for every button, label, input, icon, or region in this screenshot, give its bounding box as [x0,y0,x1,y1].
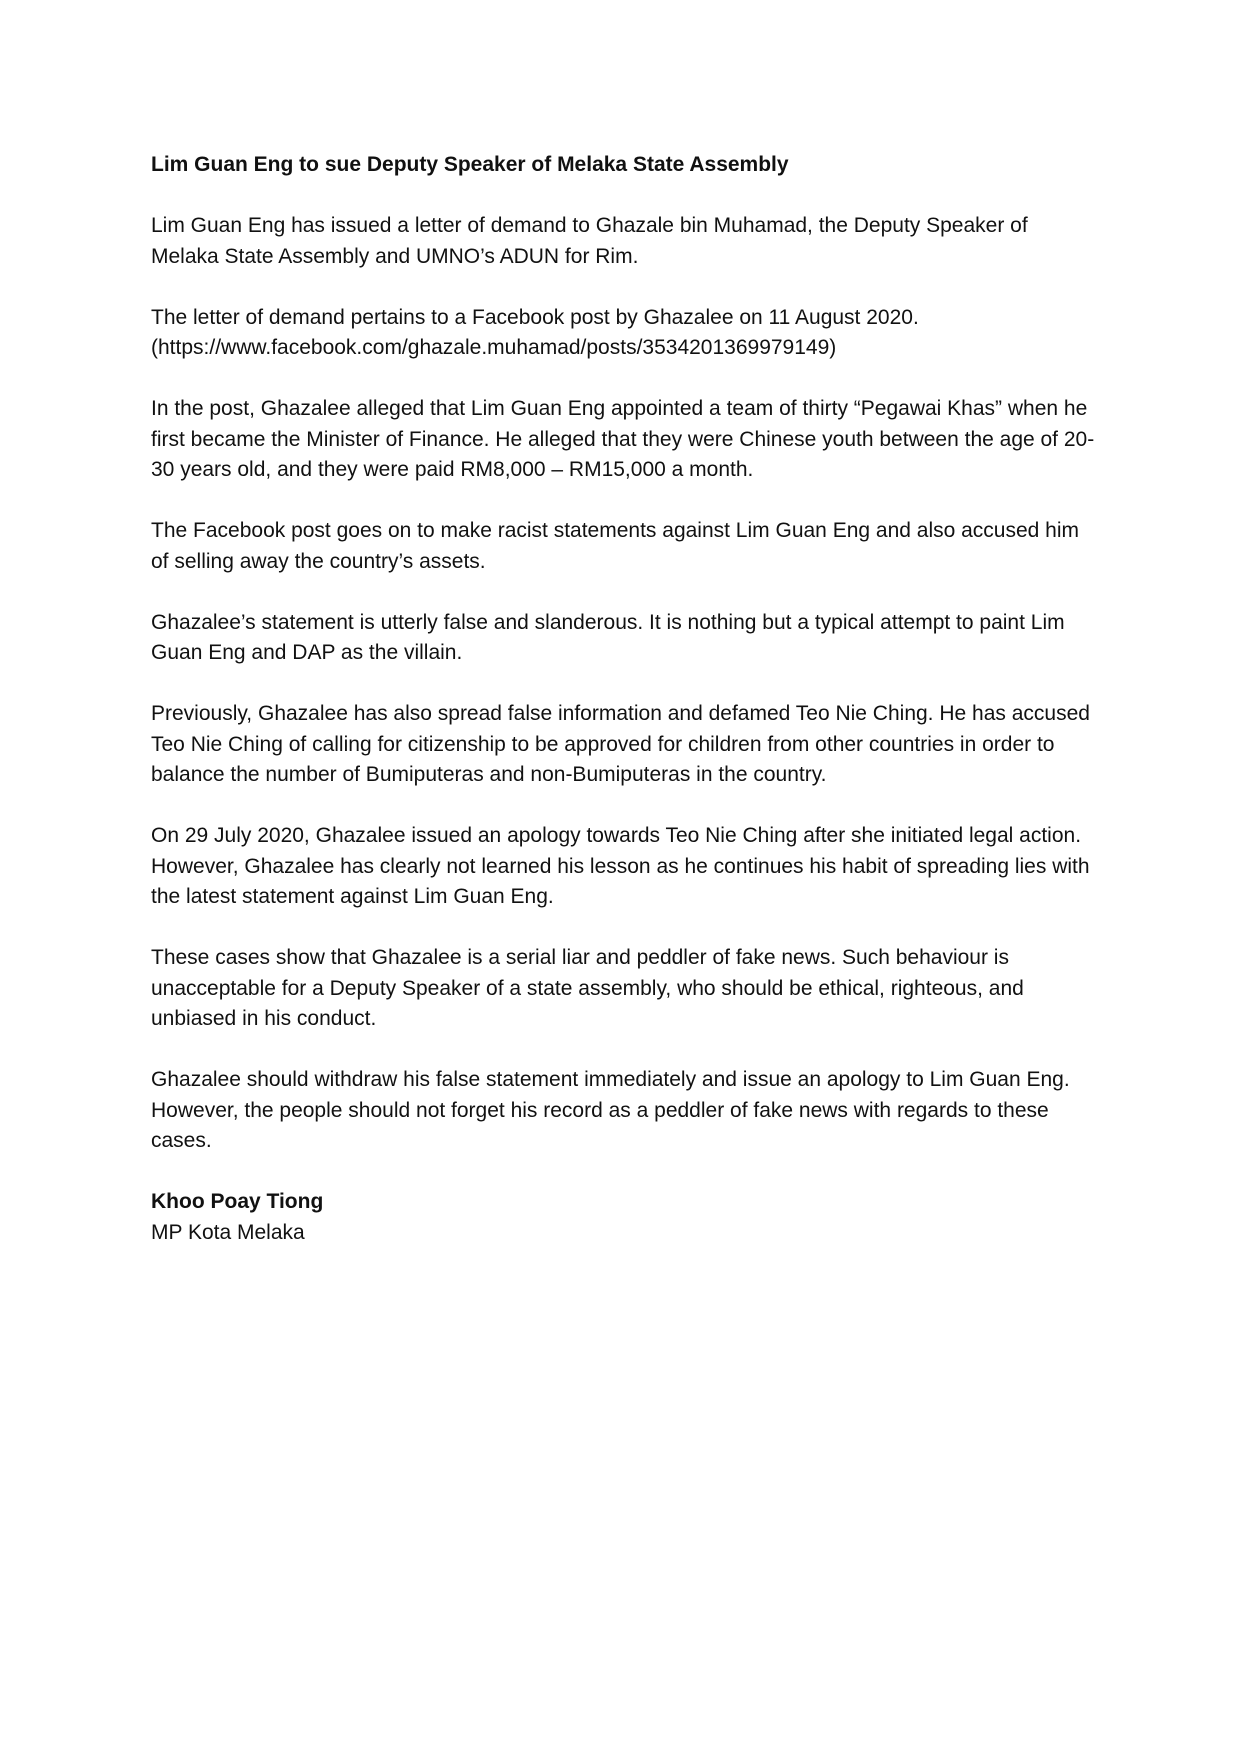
document-body [151,150,1101,1248]
paragraph-teo-nie-ching: Previously, Ghazalee has also spread false information and defamed Teo Nie Ching. He has accused Teo Nie Ching of calling for citizenship to be approved for children from other countries in order to balance the number of Bumiputeras and non-Bumiputeras in the country. [151,702,1090,786]
paragraph-facebook-post: The letter of demand pertains to a Facebook post by Ghazalee on 11 August 2020. (https://www.facebook.com/ghazale.muhamad/posts/3534201369979149) [151,305,919,359]
signature-title: MP Kota Melaka [151,1220,305,1244]
paragraph-allegation: In the post, Ghazalee alleged that Lim Guan Eng appointed a team of thirty “Pegawai Khas” when he first became the Minister of Finance. He alleged that they were Chinese youth between the age of 20-30 years old, and they were paid RM8,000 – RM15,000 a month. [151,397,1095,481]
paragraph-letter-of-demand: Lim Guan Eng has issued a letter of demand to Ghazale bin Muhamad, the Deputy Speaker of Melaka State Assembly and UMNO’s ADUN for Rim. [151,214,1028,268]
document-title: Lim Guan Eng to sue Deputy Speaker of Melaka State Assembly [151,153,789,176]
paragraph-serial-liar: These cases show that Ghazalee is a serial liar and peddler of fake news. Such behaviour is unacceptable for a Deputy Speaker of a state assembly, who should be ethical, righteous, and unbiased in his conduct. [151,946,1024,1030]
paragraph-racist-statements: The Facebook post goes on to make racist statements against Lim Guan Eng and also accused him of selling away the country’s assets. [151,519,1080,573]
paragraph-apology: On 29 July 2020, Ghazalee issued an apology towards Teo Nie Ching after she initiated legal action. However, Ghazalee has clearly not learned his lesson as he continues his habit of spreading lies with the latest statement against Lim Guan Eng. [151,824,1090,908]
paragraph-false-statement: Ghazalee’s statement is utterly false and slanderous. It is nothing but a typical attempt to paint Lim Guan Eng and DAP as the villain. [151,610,1065,664]
paragraph-withdraw: Ghazalee should withdraw his false statement immediately and issue an apology to Lim Guan Eng. However, the people should not forget his record as a peddler of fake news with regards to these cases. [151,1068,1070,1152]
signature-name: Khoo Poay Tiong [151,1190,324,1213]
